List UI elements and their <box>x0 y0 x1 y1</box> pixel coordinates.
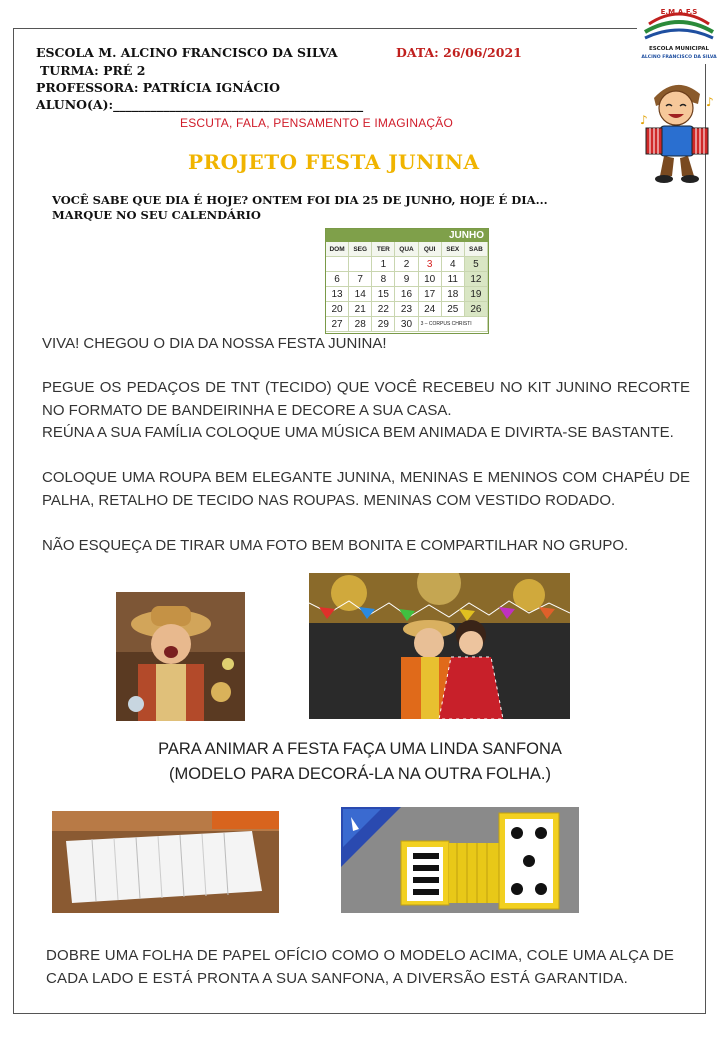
calendar-week <box>326 302 488 317</box>
calendar-month: JUNHO <box>326 229 488 242</box>
paragraph-tnt: PEGUE OS PEDAÇOS DE TNT (TECIDO) QUE VOCÊ RECEBEU NO KIT JUNINO RECORTE NO FORMATO DE BANDEIRINHA E DECORE A SUA CASA. <box>42 379 690 419</box>
question-line-2: MARQUE NO SEU CALENDÁRIO <box>52 208 261 222</box>
folded-paper-photo <box>52 811 279 913</box>
skill-label: ESCUTA, FALA, PENSAMENTO E IMAGINAÇÃO <box>180 116 454 130</box>
calendar-day: 1 <box>372 257 395 272</box>
svg-text:♪: ♪ <box>706 95 714 109</box>
calendar-day: 4 <box>442 257 465 272</box>
calendar-day: 8 <box>372 272 395 287</box>
calendar-day: 15 <box>372 287 395 302</box>
school-logo <box>637 2 720 64</box>
calendar-day: 17 <box>419 287 442 302</box>
june-calendar <box>325 228 489 334</box>
page-title: PROJETO FESTA JUNINA <box>188 150 480 174</box>
class-label: TURMA: PRÉ 2 <box>40 63 146 78</box>
paragraph-photo: NÃO ESQUEÇA DE TIRAR UMA FOTO BEM BONITA E COMPARTILHAR NO GRUPO. <box>42 537 629 554</box>
calendar-weekday: QUA <box>395 242 418 257</box>
calendar-day: 2 <box>395 257 418 272</box>
paragraph-family: REÚNA A SUA FAMÍLIA COLOQUE UMA MÚSICA BEM ANIMADA E DIVIRTA-SE BASTANTE. <box>42 424 674 441</box>
calendar-day: 24 <box>419 302 442 317</box>
calendar-day: 16 <box>395 287 418 302</box>
calendar-day: 27 <box>326 317 349 332</box>
calendar-week <box>326 257 488 272</box>
calendar-day: 19 <box>465 287 488 302</box>
calendar-day: 22 <box>372 302 395 317</box>
school-name: ESCOLA M. ALCINO FRANCISCO DA SILVA <box>36 45 338 60</box>
sanfona-instruction-line-1: PARA ANIMAR A FESTA FAÇA UMA LINDA SANFONA <box>158 740 562 758</box>
calendar-day: 29 <box>372 317 395 332</box>
calendar-weekday: SEG <box>349 242 372 257</box>
calendar-week <box>326 272 488 287</box>
calendar-day: 13 <box>326 287 349 302</box>
calendar-day: 30 <box>395 317 418 332</box>
svg-text:E.M.A.F.S: E.M.A.F.S <box>660 8 698 16</box>
accordion-boy-illustration <box>636 76 720 186</box>
calendar-day: 20 <box>326 302 349 317</box>
question-line-1: VOCÊ SABE QUE DIA É HOJE? ONTEM FOI DIA 25 DE JUNHO, HOJE É DIA... <box>52 193 548 207</box>
calendar-week <box>326 317 488 332</box>
calendar-day: 12 <box>465 272 488 287</box>
calendar-day: 9 <box>395 272 418 287</box>
calendar-weekday: QUI <box>419 242 442 257</box>
calendar-weekday: SEX <box>442 242 465 257</box>
calendar-week <box>326 287 488 302</box>
calendar-note: 3 – CORPUS CHRISTI <box>419 317 488 332</box>
calendar-weekday: DOM <box>326 242 349 257</box>
calendar-day: 10 <box>419 272 442 287</box>
calendar-day <box>326 257 349 272</box>
svg-text:ALCINO FRANCISCO DA SILVA: ALCINO FRANCISCO DA SILVA <box>641 55 717 60</box>
calendar-day: 7 <box>349 272 372 287</box>
calendar-weekday: TER <box>372 242 395 257</box>
calendar-day: 6 <box>326 272 349 287</box>
paragraph-clothes: COLOQUE UMA ROUPA BEM ELEGANTE JUNINA, MENINAS E MENINOS COM CHAPÉU DE PALHA, RETALHO DE TECIDO NAS ROUPAS. MENINAS COM VESTIDO RODADO. <box>42 469 690 509</box>
calendar-weekday: SAB <box>465 242 488 257</box>
calendar-day: 3 <box>419 257 442 272</box>
svg-text:ESCOLA MUNICIPAL: ESCOLA MUNICIPAL <box>648 46 710 52</box>
calendar-day: 28 <box>349 317 372 332</box>
sanfona-instruction-line-2: (MODELO PARA DECORÁ-LA NA OUTRA FOLHA.) <box>168 765 552 783</box>
calendar-day: 11 <box>442 272 465 287</box>
boy-festa-junina-photo <box>116 592 245 721</box>
calendar-day: 14 <box>349 287 372 302</box>
calendar-day: 18 <box>442 287 465 302</box>
footer-instruction: DOBRE UMA FOLHA DE PAPEL OFÍCIO COMO O MODELO ACIMA, COLE UMA ALÇA DE CADA LADO E ESTÁ PRONTA A SUA SANFONA, A DIVERSÃO ESTÁ GARANTIDA. <box>46 947 675 987</box>
student-name-line: ALUNO(A):________________________________________ <box>36 97 364 112</box>
svg-text:♪: ♪ <box>640 113 648 127</box>
calendar-day: 25 <box>442 302 465 317</box>
paragraph-intro: VIVA! CHEGOU O DIA DA NOSSA FESTA JUNINA! <box>42 335 387 352</box>
date-label: DATA: 26/06/2021 <box>396 45 522 60</box>
calendar-day: 21 <box>349 302 372 317</box>
calendar-day: 26 <box>465 302 488 317</box>
calendar-day <box>349 257 372 272</box>
calendar-day: 23 <box>395 302 418 317</box>
calendar-day: 5 <box>465 257 488 272</box>
paper-accordion-photo <box>341 807 579 913</box>
teacher-label: PROFESSORA: PATRÍCIA IGNÁCIO <box>36 80 281 95</box>
kids-festa-junina-photo <box>309 573 570 719</box>
